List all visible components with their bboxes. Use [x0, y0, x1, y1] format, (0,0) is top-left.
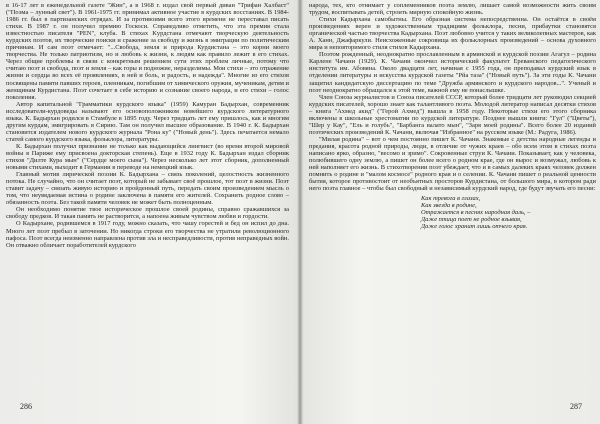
poem-stanza: [421, 195, 596, 230]
left-page: [6, 2, 289, 422]
poem-line-5: Даже голос хранит лишь отчего края.: [421, 223, 528, 231]
right-paragraph-5: "Милая родина" – вот о чем постоянно пишет К. Чачани. Знакомые с детства народные легенды и предания, красота родной природы, люди, в отличие от чужих краев – обо всем этом в стихах поэта написано ярко, образно, "весомо и зримо". Сокровенные струи К. Чачани. Показывает, как у человека, полюбившего одну землю, а пишет он более всего о родном крае, где он вырос и возмужал, любовь к ней наполняет его жизнь. В стихотворении поэт убеждает, что и в самых далеких краях человек должен помнить о родине и "малом космосе" родного края и о селении. К. Чачани пишет о реальной ценности бытия, которое противостоит от необъятных просторов Курдистана, от большого мира, в котором ради него поэта главное – чтобы был свободный и независимый курдский народ, где будут звучать его песни:: [309, 135, 596, 193]
poem-line-1: Как тревога в глазах,: [421, 195, 481, 203]
left-paragraph-5: Он необходимо понятие твое историческое прошлое своей родины, справно сражавшихся за свободу предков. И такая память не растворится, а напоена живым чувством любви и гордости.: [6, 206, 289, 221]
right-paragraph-2: Стихи Кадырхана самобытны. Его образная система непосредственна. Он остаётся в своём произведениях верен и художественным традициям фольклора, песни, прибаутки становятся органической частью творчества Кадырхана. Поэт любовно учится у таких великолепных мастеров, как А. Ханн, Джафаркули. Неисхоженные сокровища их фольклорных произведений – основа духовного мира и неповторимого стиля стихов Кадырхана.: [309, 16, 596, 52]
right-page: [309, 2, 596, 422]
left-paragraph-2: Автор капитальной "Грамматики курдского языка" (1959) Камуран Бадырхан, современник исследователи-курдоведы называют его основоположником новейшего курдского литературного языка. К. Бадырхан родился в Стамбуле в 1895 году. Через тридцать лет ему пришлось, как и многим другим курдам, эмигрировать в Сирию. Там он получил высшее образование. В 1940 г. К. Бадырхан становится издателем нового курдского журнала "Рона ку" ("Новый день"). Здесь печатается немало статей самого курдского языка, фольклора, литературы.: [6, 100, 289, 143]
right-paragraph-1: народа, тех, кто отнимает у соплеменников поэта землю, лишает самой возможности жить своим трудом, воспитывать детей, строить мирную спокойную жизнь.: [309, 2, 596, 17]
left-paragraph-6: О Кадырхане, родившемся в 1917 году, можно сказать, что чашу горестей и бед он испил до дна. Много лет поэт пребыл в заточении. Но никогда строки его творчества не утратили революционного пафоса. Поэт всегда неизменно направлена против зла и несправедливости, против неправедных войн. Он отважно обличает поработителей курдского: [6, 220, 289, 249]
poem-line-4: Даже птица поет не родное взывая,: [421, 216, 522, 224]
poem-line-2: Как звезда в родине,: [421, 202, 477, 210]
page-number-left: 286: [20, 402, 32, 411]
left-paragraph-4: Главный мотив лирической поэзии К. Бадырхана – связь поколений, целостность жизненного потока. Не случайно, что он считает поэт, который не забывает своё прошлое, тот поэт в жизни. Поэт ставит задачу – связать живую историю и пройденный путь, передать своим произведением мысль о том, что неувядаемая истина о родине заключена в памяти его жителей. Сохранить родное слово – обязанность поэта. Без такой памяти человек не может быть полноценным.: [6, 171, 289, 207]
page-number-right: 287: [570, 402, 582, 411]
right-paragraph-4: Член Союза журналистов и Союза писателей СССР, который более тридцати лет руководил секцией курдских писателей, хорошо знает как талантливого поэта. Молодой литератор написал десятки стихов – книга "Ахмед акид" ("Герой Ахмед") вышла в 1958 году. Некоторые стихи его этого сборника включены в школьные хрестоматии по курдской литературе. Позднее вышли книги: "Гул" ("Цветы"), "Шер у Кау", "Ель и голубь", "Барбанга валато мын", "Заря моей родины". Всего более 20 изданий поэтических произведений К. Чачани, включая "Избранное" на русском языке (М.: Радуга, 1986).: [309, 93, 596, 136]
book-gutter: [297, 0, 303, 424]
right-paragraph-3: Поэтом рожденный, неоднократно прославленным в армянской и курдской поэзии Агагул – родина Карлене Чачани (1929). К. Чачани окончил исторический факультет Ереванского педагогического института им. Абовяна. Около двадцати лет, начиная с 1955 года, он преподавал курдский язык в отделении литературы и искусства курдской газеты "Рйа таза" ("Новый путь"). За эти годы К. Чачани защитил кандидатскую диссертацию по теме "Дружба армянского и курдского народов...". Ученый и поэт неоднократно обращался к этой теме, важной ему не понаслышке.: [309, 51, 596, 94]
left-paragraph-3: К. Бадырхан получил признание не только как выдающийся лингвист (во время второй мировой войны в Париже ему присвоена докторская степень). Еще в 1932 году К. Бадырхан издал сборник стихов "Дилте Кура мын" ("Сердце моего сына"). Через несколько лет этот сборник, дополненный новыми стихами, выходит в Германии в переводе на немецкий язык.: [6, 142, 289, 172]
left-paragraph-1: в 16-17 лет в еженедельной газете "Жин", а в 1968 г. издал свой первый диван "Трифан Халбаст" ("Поэма – лунный свет"). В 1961-1975 гг. принимал активное участие в курдских восстаниях. В 1984-1986 гг. был в партизанских отрядах. И за противоими всего этого времени не переставал писать стихи. В 1987 г. он получил премию Госкоси. Справедливо отметить, что эта премия стала известностью писателя "PEN", клуба. В стихах Kурдстана отмечают творческую деятельность курдских поэтов, их творческие поиски и сражение за свободу и жизнь в эмиграции по политическим причинам. И сам поэт отмечает: "...Свобода, земля и природа Курдистана – это корни моего творчества. Не только патриотизм, но и любовь к жизни, к людям как правило лежит в его стихах. Через общие проблемы в связи с конкретным решением сути этих проблем личные, потому что считаю поэт и свобода, поэт и земля – как горы и подножие, неразделимы. Мои стихи – это отражение жизни и сердца во всех её проявлениях, в ней и боль, и радость, и надежда". Многие из его стихов посвящены памяти павших героев, пленникам, погибшим от химического оружия, мученикам, детям и женщинам Курдистана. Поэт сочетает в себе историю и сознание своего народа, и его стихи – голос поколения.: [6, 2, 289, 101]
poem-line-3: Отражается в песнях народная даль, –: [421, 209, 531, 217]
